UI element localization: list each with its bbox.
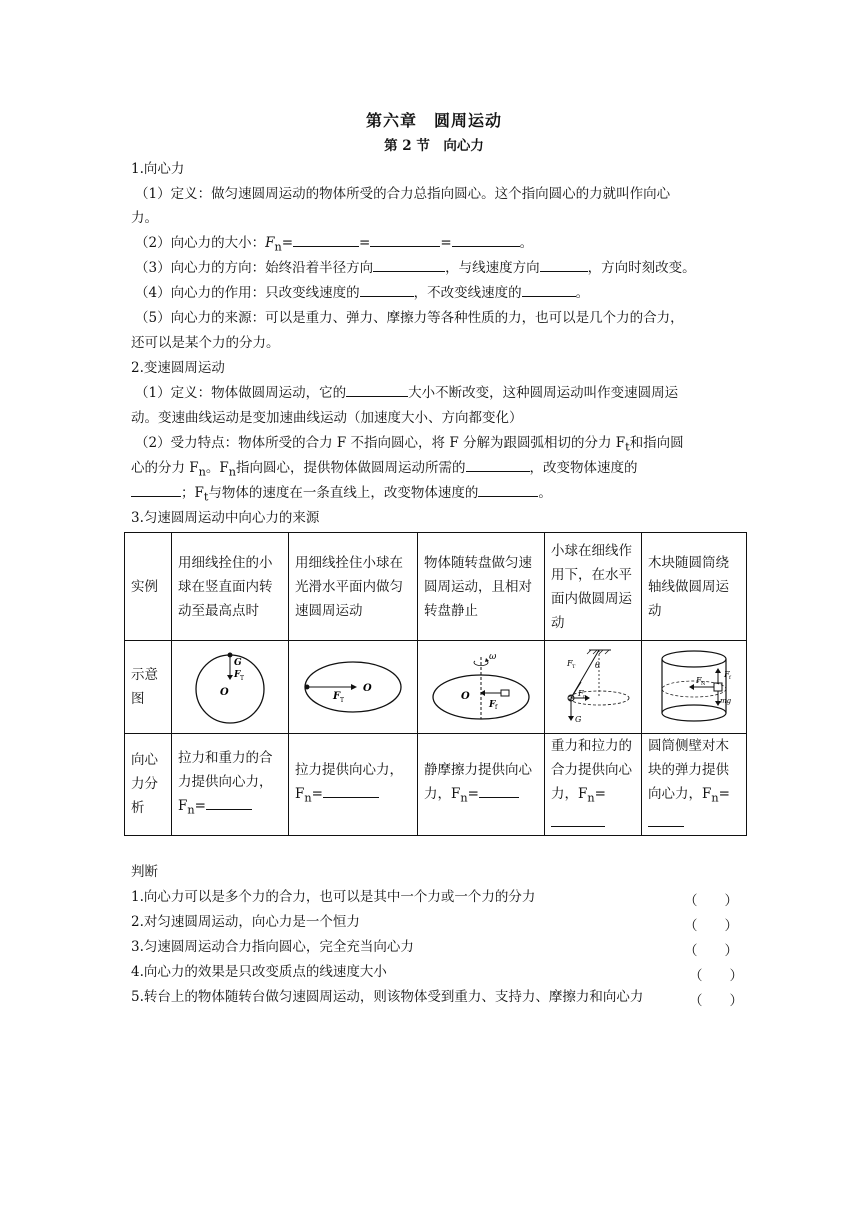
label: G (575, 715, 582, 724)
table-cell (418, 533, 545, 641)
diagram-cell (642, 641, 747, 734)
cylinder-diagram (652, 647, 736, 727)
text: 用细线拴住小球在光滑水平面内做匀速圆周运动 (295, 554, 403, 619)
table-cell (545, 533, 642, 641)
blank-fill[interactable] (522, 282, 576, 297)
label: f (729, 675, 731, 681)
s1-p3 (135, 256, 696, 280)
label: F (696, 676, 702, 685)
s3-heading: 3.匀速圆周运动中向心力的来源 (131, 510, 320, 526)
text: 拉力提供向心力，F (295, 762, 403, 802)
text: ，改变物体速度的 (529, 460, 638, 476)
text: ；F (181, 485, 204, 501)
judge-item: 5.转台上的物体随转台做匀速圆周运动，则该物体受到重力、支持力、摩擦力和向心力 (131, 989, 644, 1005)
sub: n (198, 465, 206, 479)
s1-p5a: （5）向心力的来源：可以是重力、弹力、摩擦力等各种性质的力，也可以是几个力的合力， (135, 310, 684, 326)
blank-fill[interactable] (479, 783, 519, 798)
text: 向心力分析 (131, 752, 158, 817)
blank-fill[interactable] (540, 257, 588, 272)
label: F (578, 689, 584, 698)
label: O (220, 687, 229, 698)
blank-fill[interactable] (648, 812, 684, 827)
blank-fill[interactable] (206, 795, 252, 810)
turntable-diagram (429, 647, 533, 727)
table-row (125, 641, 747, 734)
row-label (125, 533, 172, 641)
label: F (567, 659, 573, 668)
s1-p4 (135, 281, 589, 305)
table-cell (172, 533, 289, 641)
blank-fill[interactable] (373, 257, 445, 272)
text: 实例 (131, 578, 158, 595)
s2-heading: 2.变速圆周运动 (131, 360, 225, 376)
text: 。 (575, 285, 590, 301)
s2-p1c: 动。变速曲线运动是变加速曲线运动（加速度大小、方向都变化） (131, 410, 523, 426)
text: = (311, 786, 323, 802)
text: = (594, 786, 606, 802)
s1-p1b: 力。 (131, 210, 158, 226)
label: T (572, 664, 576, 670)
table-cell (289, 533, 418, 641)
answer-paren[interactable]: （ ） (689, 968, 743, 984)
label: T (340, 697, 345, 704)
label: O (363, 683, 372, 694)
diagram-cell (418, 641, 545, 734)
blank-fill[interactable] (360, 282, 414, 297)
text: 和指向圆 (629, 435, 684, 451)
label: F (333, 691, 341, 702)
table-row (125, 734, 747, 836)
table-cell (172, 734, 289, 836)
sub: n (587, 791, 595, 805)
label: mg (720, 697, 732, 705)
section-title: 第 2 节 向心力 (384, 138, 484, 154)
judge-item: 4.向心力的效果是只改变质点的线速度大小 (131, 964, 387, 980)
text: = (194, 798, 206, 814)
blank-fill[interactable] (323, 783, 379, 798)
answer-paren[interactable]: （ ） (684, 918, 738, 934)
label: n (583, 694, 587, 700)
text: 小球在细线作用下，在水平面内做圆周运动 (551, 542, 632, 631)
eq-sign: = (440, 235, 452, 251)
sub: n (304, 791, 312, 805)
text: 用细线拴住的小球在竖直面内转动至最高点时 (178, 554, 273, 619)
text: 物体随转盘做匀速圆周运动，且相对转盘静止 (424, 554, 532, 619)
period: 。 (519, 235, 534, 251)
sub: t (203, 490, 209, 504)
answer-paren[interactable]: （ ） (684, 943, 738, 959)
blank-fill[interactable] (551, 812, 605, 827)
text: ，方向时刻改变。 (587, 260, 696, 276)
answer-paren[interactable]: （ ） (689, 993, 743, 1009)
label: O (461, 691, 470, 702)
judge-heading: 判断 (131, 864, 158, 880)
label: f (495, 704, 498, 711)
blank-fill[interactable] (346, 382, 408, 397)
label: θ (595, 661, 600, 670)
judge-item: 3.匀速圆周运动合力指向圆心，完全充当向心力 (131, 939, 414, 955)
label: N (701, 681, 706, 687)
table-row (125, 533, 747, 641)
text: ，与线速度方向 (445, 260, 540, 276)
blank-fill[interactable] (370, 232, 440, 247)
text: = (718, 786, 730, 802)
sub: n (228, 465, 237, 479)
p2-prefix: （2）向心力的大小： (135, 235, 266, 251)
s1-heading: 1.向心力 (131, 161, 185, 177)
answer-paren[interactable]: （ ） (684, 893, 738, 909)
row-label (125, 641, 172, 734)
eq-sign: = (281, 235, 294, 251)
row-label (125, 734, 172, 836)
text: 与物体的速度在一条直线上，改变物体速度的 (208, 485, 479, 501)
eq-sign: = (359, 235, 371, 251)
text: （2）受力特点：物体所受的合力 F 不指向圆心，将 F 分解为跟圆弧相切的分力 F (135, 435, 626, 451)
text: 重力和拉力的合力提供向心力，F (551, 738, 632, 802)
fn-sub: n (274, 240, 282, 254)
blank-fill[interactable] (466, 457, 530, 472)
vertical-circle-diagram (190, 647, 270, 727)
label: G (234, 658, 242, 668)
text: 示意图 (131, 667, 158, 707)
diagram-cell (289, 641, 418, 734)
conical-pendulum-diagram (551, 646, 635, 728)
text: 圆筒侧壁对木块的弹力提供向心力，F (648, 738, 729, 802)
text: （1）定义：物体做圆周运动，它的 (135, 385, 347, 401)
horizontal-ellipse-diagram (301, 657, 405, 717)
table-cell (418, 734, 545, 836)
text: 。 (538, 485, 552, 501)
sub: n (460, 791, 468, 805)
label: T (240, 675, 245, 682)
label: F (489, 700, 496, 710)
sub: t (625, 440, 630, 454)
s1-p5b: 还可以是某个力的分力。 (131, 335, 280, 351)
label: ω (489, 652, 497, 662)
chapter-title: 第六章 圆周运动 (365, 111, 502, 130)
text: 。F (205, 460, 229, 476)
sub: n (187, 803, 195, 817)
diagram-cell (545, 641, 642, 734)
fn-symbol: F (265, 235, 275, 251)
table-cell (642, 734, 747, 836)
text: 指向圆心，提供物体做圆周运动所需的 (236, 460, 466, 476)
text: 静摩擦力提供向心力，F (424, 762, 532, 802)
blank-fill[interactable] (131, 482, 181, 497)
text: 心的分力 F (131, 460, 199, 476)
table-cell (545, 734, 642, 836)
sub: n (711, 791, 719, 805)
judge-item: 2.对匀速圆周运动，向心力是一个恒力 (131, 914, 360, 930)
text: = (467, 786, 479, 802)
judge-item: 1.向心力可以是多个力的合力，也可以是其中一个力或一个力的分力 (131, 889, 536, 905)
s1-p1a: （1）定义：做匀速圆周运动的物体所受的合力总指向圆心。这个指向圆心的力就叫作向心 (135, 186, 671, 202)
text: 拉力和重力的合力提供向心力，F (178, 750, 273, 814)
table-cell (289, 734, 418, 836)
diagram-cell (172, 641, 289, 734)
force-source-table (124, 532, 747, 836)
s2-p1 (135, 381, 678, 405)
label: F (724, 670, 730, 679)
blank-fill[interactable] (478, 482, 538, 497)
text: 大小不断改变，这种圆周运动叫作变速圆周运 (408, 385, 679, 401)
label: F (234, 670, 241, 680)
text: （3）向心力的方向：始终沿着半径方向 (135, 260, 374, 276)
text: （4）向心力的作用：只改变线速度的 (135, 285, 360, 301)
blank-fill[interactable] (293, 232, 359, 247)
text: 木块随圆筒绕轴线做圆周运动 (648, 554, 729, 619)
blank-fill[interactable] (452, 232, 520, 247)
text: ，不改变线速度的 (413, 285, 522, 301)
table-cell (642, 533, 747, 641)
